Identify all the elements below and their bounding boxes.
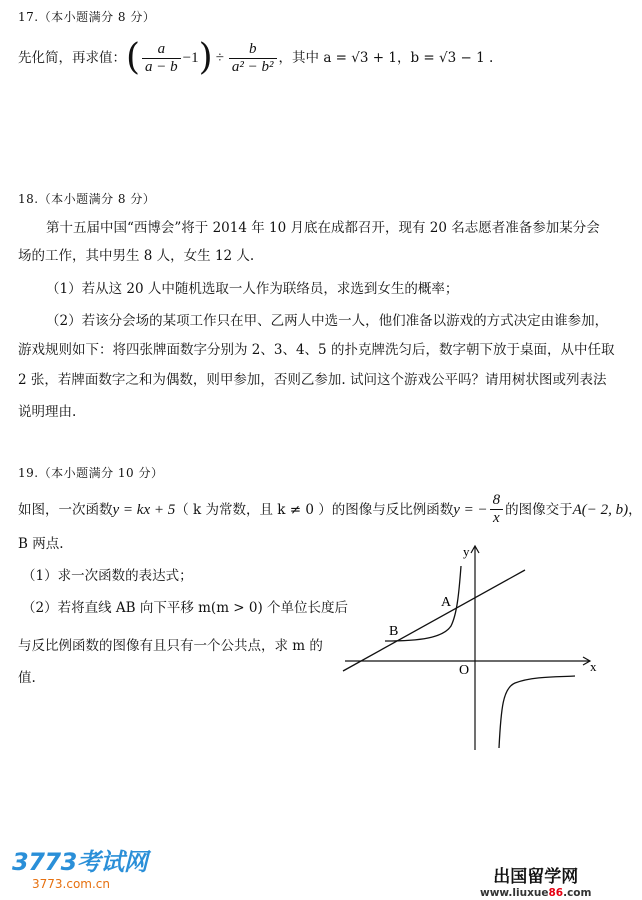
line-ab: [343, 570, 525, 671]
minus-one: −1: [182, 50, 199, 66]
q17-expression: [18, 38, 493, 78]
watermark-3773-url: 3773.com.cn: [32, 877, 110, 891]
q17-condition: ，其中 a = √3 + 1，b = √3 − 1 .: [278, 50, 494, 66]
watermark-liuxue-title: 出国留学网: [493, 867, 579, 887]
q18-part2-line: 说明理由.: [18, 404, 77, 420]
left-paren: (: [126, 37, 141, 78]
denominator: a − b: [145, 58, 178, 75]
q18-part1: （1）若从这 20 人中随机选取一人作为联络员，求选到女生的概率；: [46, 281, 459, 297]
numerator: b: [229, 41, 277, 59]
inverse-function-prefix: y = −: [453, 501, 488, 518]
text: （ k 为常数，且 k ≠ 0 ）的图像与反比例函数: [175, 501, 454, 518]
fraction-b-over-a2-minus-b2: [229, 41, 277, 76]
url-part: 86: [548, 887, 564, 899]
q18-paragraph-line: 第十五届中国“西博会”将于 2014 年 10 月底在成都召开，现有 20 名志愿者准备参加某分会: [46, 220, 600, 236]
q18-part2-line: 游戏规则如下：将四张牌面数字分别为 2、3、4、5 的扑克牌洗匀后，数字朝下放于桌面，从中任取: [18, 342, 615, 358]
fraction-8-over-x: [490, 492, 504, 527]
right-paren: ): [198, 37, 213, 78]
watermark-liuxue: [480, 862, 591, 899]
watermark-3773: [12, 842, 147, 891]
denominator: a² − b²: [231, 58, 274, 75]
q19-line2: B 两点.: [18, 536, 64, 552]
label-x: x: [590, 659, 597, 674]
text: ，: [628, 501, 642, 518]
text: 的图像交于: [505, 501, 573, 518]
q19-heading: 19.（本小题满分 10 分）: [18, 466, 164, 480]
q18-part2-line: （2）若该分会场的某项工作只在甲、乙两人中选一人，他们准备以游戏的方式决定由谁参加，: [46, 313, 609, 329]
watermark-liuxue-url: [480, 887, 591, 899]
q19-line1: [18, 492, 642, 527]
denominator: x: [493, 510, 500, 526]
url-part: .com: [563, 887, 592, 899]
divide-sign: ÷: [215, 50, 224, 66]
q17-heading: 17.（本小题满分 8 分）: [18, 10, 156, 24]
label-b: B: [389, 624, 399, 639]
numerator: 8: [490, 492, 504, 510]
function-graph: [335, 538, 605, 753]
q19-part1: （1）求一次函数的表达式；: [22, 568, 193, 584]
q19-part2-line: （2）若将直线 AB 向下平移 m(m > 0) 个单位长度后: [22, 600, 349, 616]
q19-part2-line: 与反比例函数的图像有且只有一个公共点，求 m 的: [18, 638, 323, 654]
q19-part2-line: 值.: [18, 670, 36, 686]
q18-heading: 18.（本小题满分 8 分）: [18, 192, 156, 206]
label-origin: O: [459, 663, 470, 678]
point-a: A(− 2, b): [572, 501, 629, 518]
hyperbola-branch-lower: [499, 676, 575, 748]
q18-part2-line: 2 张，若牌面数字之和为偶数，则甲参加，否则乙参加. 试问这个游戏公平吗？请用树状图或列表法: [18, 372, 607, 388]
url-part: www.liuxue: [480, 887, 549, 899]
q18-paragraph-line: 场的工作，其中男生 8 人，女生 12 人.: [18, 248, 255, 264]
fraction-a-over-a-minus-b: [142, 41, 181, 76]
label-a: A: [441, 595, 452, 610]
linear-function: y = kx + 5: [112, 501, 176, 518]
watermark-3773-title: 3773考试网: [12, 848, 148, 876]
label-y: y: [463, 544, 470, 559]
q17-lead: 先化简，再求值：: [18, 50, 126, 66]
text: 如图，一次函数: [18, 501, 113, 518]
numerator: a: [142, 41, 181, 59]
